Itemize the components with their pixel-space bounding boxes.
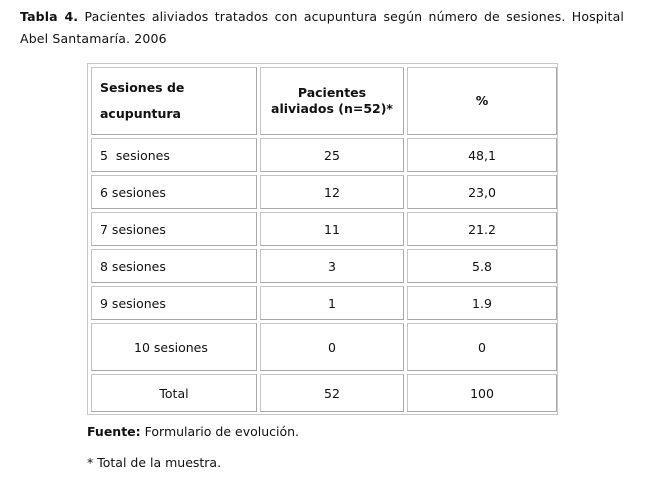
cell-patients: 1 bbox=[260, 286, 404, 320]
table-caption bbox=[20, 6, 624, 50]
table-row bbox=[91, 323, 557, 371]
cell-sessions: 10 sesiones bbox=[91, 323, 257, 371]
source-text: Formulario de evolución. bbox=[140, 424, 300, 439]
source-label: Fuente: bbox=[87, 424, 141, 439]
cell-percent: 1.9 bbox=[407, 286, 557, 320]
cell-percent: 23,0 bbox=[407, 175, 557, 209]
cell-percent: 5.8 bbox=[407, 249, 557, 283]
sessions-table bbox=[88, 64, 560, 415]
footnote: * Total de la muestra. bbox=[87, 455, 222, 470]
cell-percent: 48,1 bbox=[407, 138, 557, 172]
cell-sessions: 9 sesiones bbox=[91, 286, 257, 320]
table-total-row bbox=[91, 374, 557, 412]
cell-patients: 25 bbox=[260, 138, 404, 172]
cell-sessions: 8 sesiones bbox=[91, 249, 257, 283]
header-patients: Pacientes aliviados (n=52)* bbox=[260, 67, 404, 135]
table-header-row bbox=[91, 67, 557, 135]
cell-sessions: 5 sesiones bbox=[91, 138, 257, 172]
cell-patients: 11 bbox=[260, 212, 404, 246]
cell-total-label: Total bbox=[91, 374, 257, 412]
cell-sessions: 7 sesiones bbox=[91, 212, 257, 246]
caption-label: Tabla 4. bbox=[20, 9, 79, 24]
cell-patients: 12 bbox=[260, 175, 404, 209]
table-row bbox=[91, 175, 557, 209]
table-row bbox=[91, 212, 557, 246]
header-percent: % bbox=[407, 67, 557, 135]
header-sessions: Sesiones de acupuntura bbox=[91, 67, 257, 135]
cell-percent: 21.2 bbox=[407, 212, 557, 246]
cell-patients: 0 bbox=[260, 323, 404, 371]
cell-total-patients: 52 bbox=[260, 374, 404, 412]
cell-total-percent: 100 bbox=[407, 374, 557, 412]
data-table-container bbox=[87, 63, 558, 415]
table-row bbox=[91, 286, 557, 320]
cell-sessions: 6 sesiones bbox=[91, 175, 257, 209]
table-row bbox=[91, 249, 557, 283]
cell-patients: 3 bbox=[260, 249, 404, 283]
cell-percent: 0 bbox=[407, 323, 557, 371]
caption-text: Pacientes aliviados tratados con acupuntura según número de sesiones. Hospital Abel Santamaría. 2006 bbox=[20, 9, 624, 46]
source-note bbox=[87, 424, 299, 439]
table-row bbox=[91, 138, 557, 172]
